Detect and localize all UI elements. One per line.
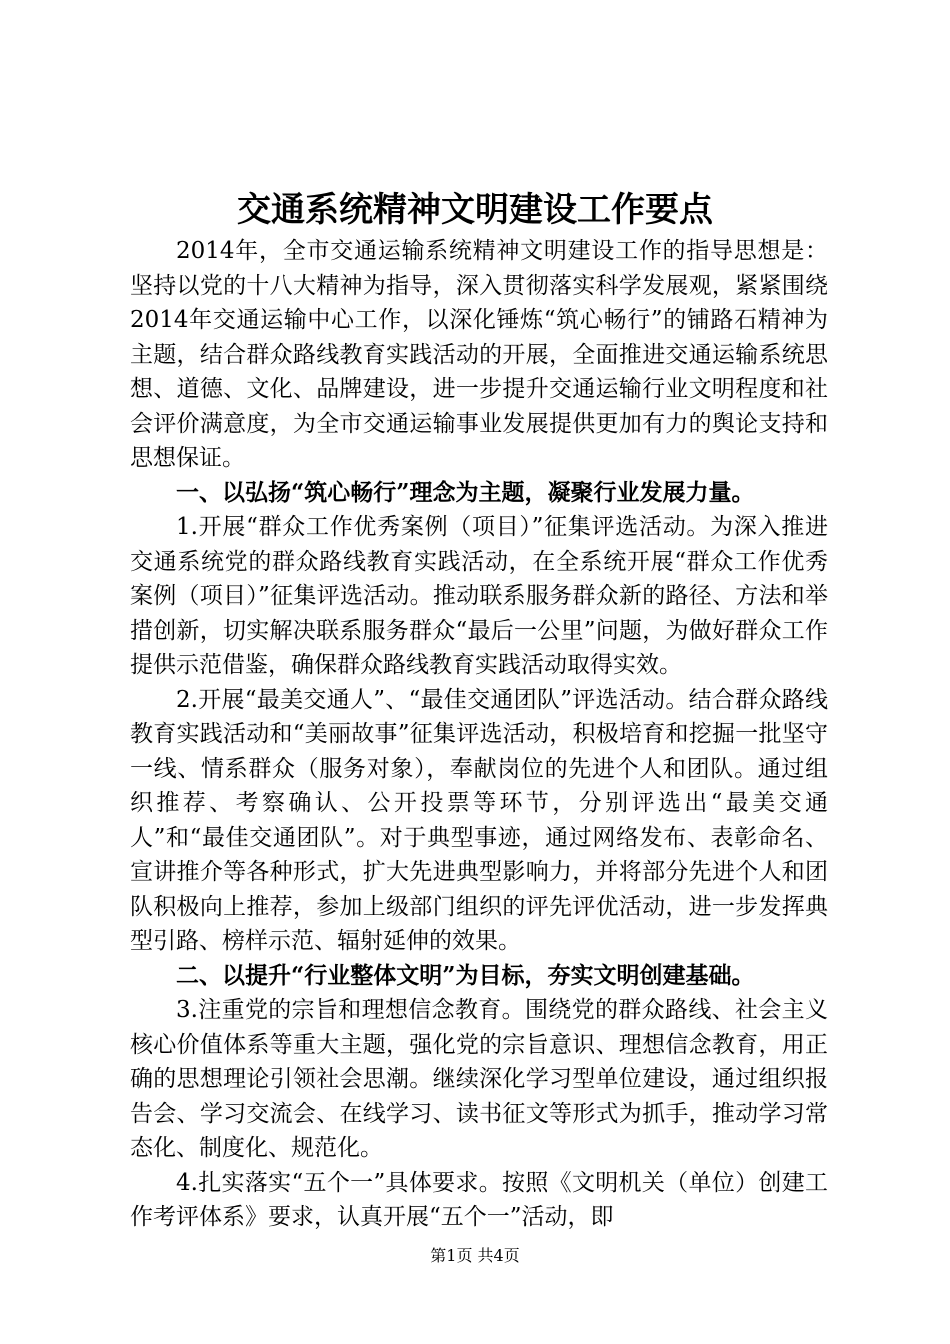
item-3-paragraph: 3.注重党的宗旨和理想信念教育。围绕党的群众路线、社会主义核心价值体系等重大主题，强化党的宗旨意识、理想信念教育，用正确的思想理论引领社会思潮。继续深化学习型单位建设，通过组织报告会、学习交流会、在线学习、读书征文等形式为抓手，推动学习常态化、制度化、规范化。 bbox=[130, 997, 828, 1161]
item-1-paragraph: 1.开展“群众工作优秀案例（项目）”征集评选活动。为深入推进交通系统党的群众路线教育实践活动，在全系统开展“群众工作优秀案例（项目）”征集评选活动。推动联系服务群众新的路径、方法和举措创新，切实解决联系服务群众“最后一公里”问题，为做好群众工作提供示范借鉴，确保群众路线教育实践活动取得实效。 bbox=[130, 514, 828, 678]
page-number-footer: 第1页 共4页 bbox=[430, 1246, 520, 1265]
intro-paragraph: 2014年，全市交通运输系统精神文明建设工作的指导思想是：坚持以党的十八大精神为指导，深入贯彻落实科学发展观，紧紧围绕2014年交通运输中心工作，以深化锤炼“筑心畅行”的铺路石精神为主题，结合群众路线教育实践活动的开展，全面推进交通运输系统思想、道德、文化、品牌建设，进一步提升交通运输行业文明程度和社会评价满意度，为全市交通运输事业发展提供更加有力的舆论支持和思想保证。 bbox=[130, 238, 828, 471]
section-heading-2: 二、以提升“行业整体文明”为目标，夯实文明创建基础。 bbox=[176, 961, 755, 989]
item-2-paragraph: 2.开展“最美交通人”、“最佳交通团队”评选活动。结合群众路线教育实践活动和“美丽故事”征集评选活动，积极培育和挖掘一批坚守一线、情系群众（服务对象），奉献岗位的先进个人和团队。通过组织推荐、考察确认、公开投票等环节，分别评选出“最美交通人”和“最佳交通团队”。对于典型事迹，通过网络发布、表彰命名、宣讲推介等各种形式，扩大先进典型影响力，并将部分先进个人和团队积极向上推荐，参加上级部门组织的评先评优活动，进一步发挥典型引路、榜样示范、辐射延伸的效果。 bbox=[130, 686, 828, 954]
section-heading-1: 一、以弘扬“筑心畅行”理念为主题，凝聚行业发展力量。 bbox=[176, 478, 755, 506]
document-body bbox=[130, 234, 828, 1235]
document-title: 交通系统精神文明建设工作要点 bbox=[237, 190, 713, 230]
item-4-paragraph: 4.扎实落实“五个一”具体要求。按照《文明机关（单位）创建工作考评体系》要求，认真开展“五个一”活动，即 bbox=[130, 1169, 828, 1230]
